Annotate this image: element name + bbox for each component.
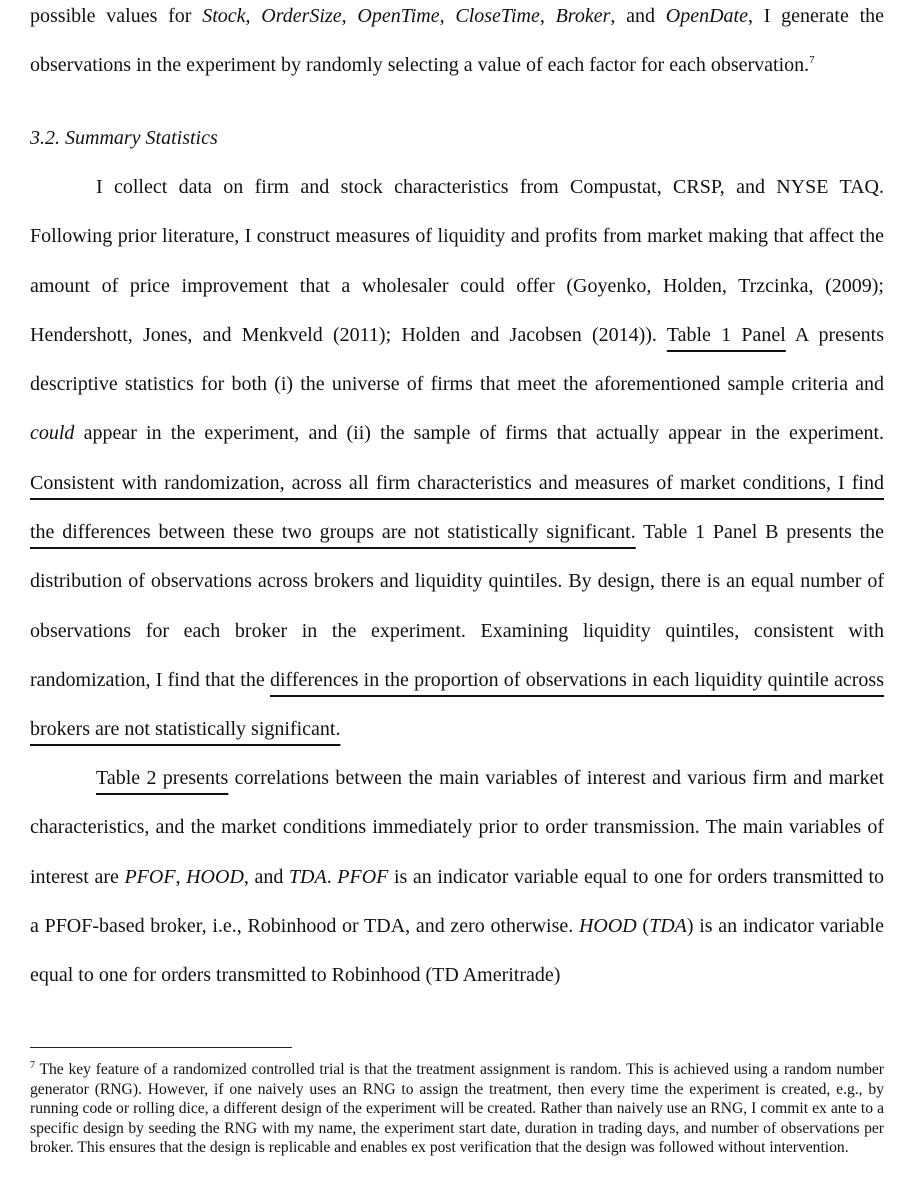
variable-stock: Stock (202, 5, 246, 27)
text: , I generate the observations in the experiment by randomly selecting a value of each factor for each observation. (30, 5, 885, 77)
text: Table 1 Panel B presents the distribution of observations across brokers and liquidity quintiles. By design, there is an equal number of observations for each broker in the experiment. Examining liquidity quintiles, consistent with randomization, I find that the (30, 521, 885, 691)
footnote (30, 1060, 884, 1158)
text: correlations between the main variables of interest and various firm and market characteristics, and the market conditions immediately prior to order transmission. The main variables of interest are (30, 767, 885, 888)
text: , and (243, 865, 289, 888)
text: is an indicator variable equal to one for orders transmitted to a PFOF-based broker, i.e., Robinhood or TDA, and zero otherwise. (30, 865, 884, 937)
underlined-phrase: Table 2 presents (96, 767, 229, 789)
text: ) is an indicator variable equal to one for orders transmitted to Robinhood (TD Ameritrade) (30, 914, 884, 987)
text: appear in the experiment, and (ii) the sample of firms that actually appear in the experiment. (74, 422, 884, 445)
variable-hood: HOOD (186, 865, 244, 888)
variable-opendate: OpenDate (665, 5, 748, 27)
section-heading: 3.2. Summary Statistics (30, 127, 218, 149)
paragraph-summary-statistics (30, 163, 884, 755)
paragraph-table-2 (30, 754, 884, 1000)
footnote-text: The key feature of a randomized controlled trial is that the treatment assignment is random. This is achieved using a random number generator (RNG). However, if one naively uses an RNG to assign the treatment, then every time the experiment is created, e.g., by running code or rolling dice, a different design of the experiment will be created. Rather than naively use an RNG, I commit ex ante to a specific design by seeding the RNG with my name, the experiment start date, duration in trading days, and number of observations per broker. This ensures that the design is replicable and enables ex post verification that the design was followed without intervention. (30, 1061, 884, 1157)
variable-tda: TDA (649, 914, 687, 937)
text: ( (636, 914, 650, 937)
paragraph-intro (30, 0, 884, 91)
text: , (439, 5, 456, 27)
underlined-sentence: Consistent with randomization, across all firm characteristics and measures of market conditions, I find the differences between these two groups are not statistically significant. (30, 471, 884, 544)
variable-closetime: CloseTime (455, 5, 540, 27)
text: , and (610, 5, 666, 27)
italic-word: could (30, 422, 75, 445)
variable-pfof: PFOF (124, 865, 176, 888)
text: , (341, 5, 358, 27)
variable-hood: HOOD (578, 914, 637, 937)
text: A presents descriptive statistics for both (i) the universe of firms that meet the aforementioned sample criteria and (30, 323, 884, 396)
footnote-divider (30, 1047, 292, 1048)
footnote-marker: 7 (30, 1060, 35, 1071)
variable-ordersize: OrderSize (261, 5, 342, 27)
underlined-sentence: differences in the proportion of observations in each liquidity quintile across brokers are not statistically significant. (30, 668, 884, 741)
text: I collect data on firm and stock characteristics from Compustat, CRSP, and NYSE TAQ. Following prior literature, I construct measures of liquidity and profits from market making that affect the amount of price improvement that a wholesaler could offer (Goyenko, Holden, Trzcinka, (2009); Hendershott, Jones, and Menkveld (2011); Holden and Jacobsen (2014)). (30, 176, 884, 346)
text: , (245, 5, 262, 27)
underlined-phrase: Table 1 Panel (666, 323, 786, 346)
variable-broker: Broker (555, 5, 611, 27)
text: , (175, 865, 187, 888)
text: . (326, 865, 338, 888)
variable-tda: TDA (288, 865, 327, 888)
text: possible values for (30, 5, 203, 27)
variable-pfof: PFOF (337, 865, 389, 888)
text: , (539, 5, 556, 27)
footnote-reference[interactable]: 7 (809, 54, 815, 67)
variable-opentime: OpenTime (357, 5, 440, 27)
